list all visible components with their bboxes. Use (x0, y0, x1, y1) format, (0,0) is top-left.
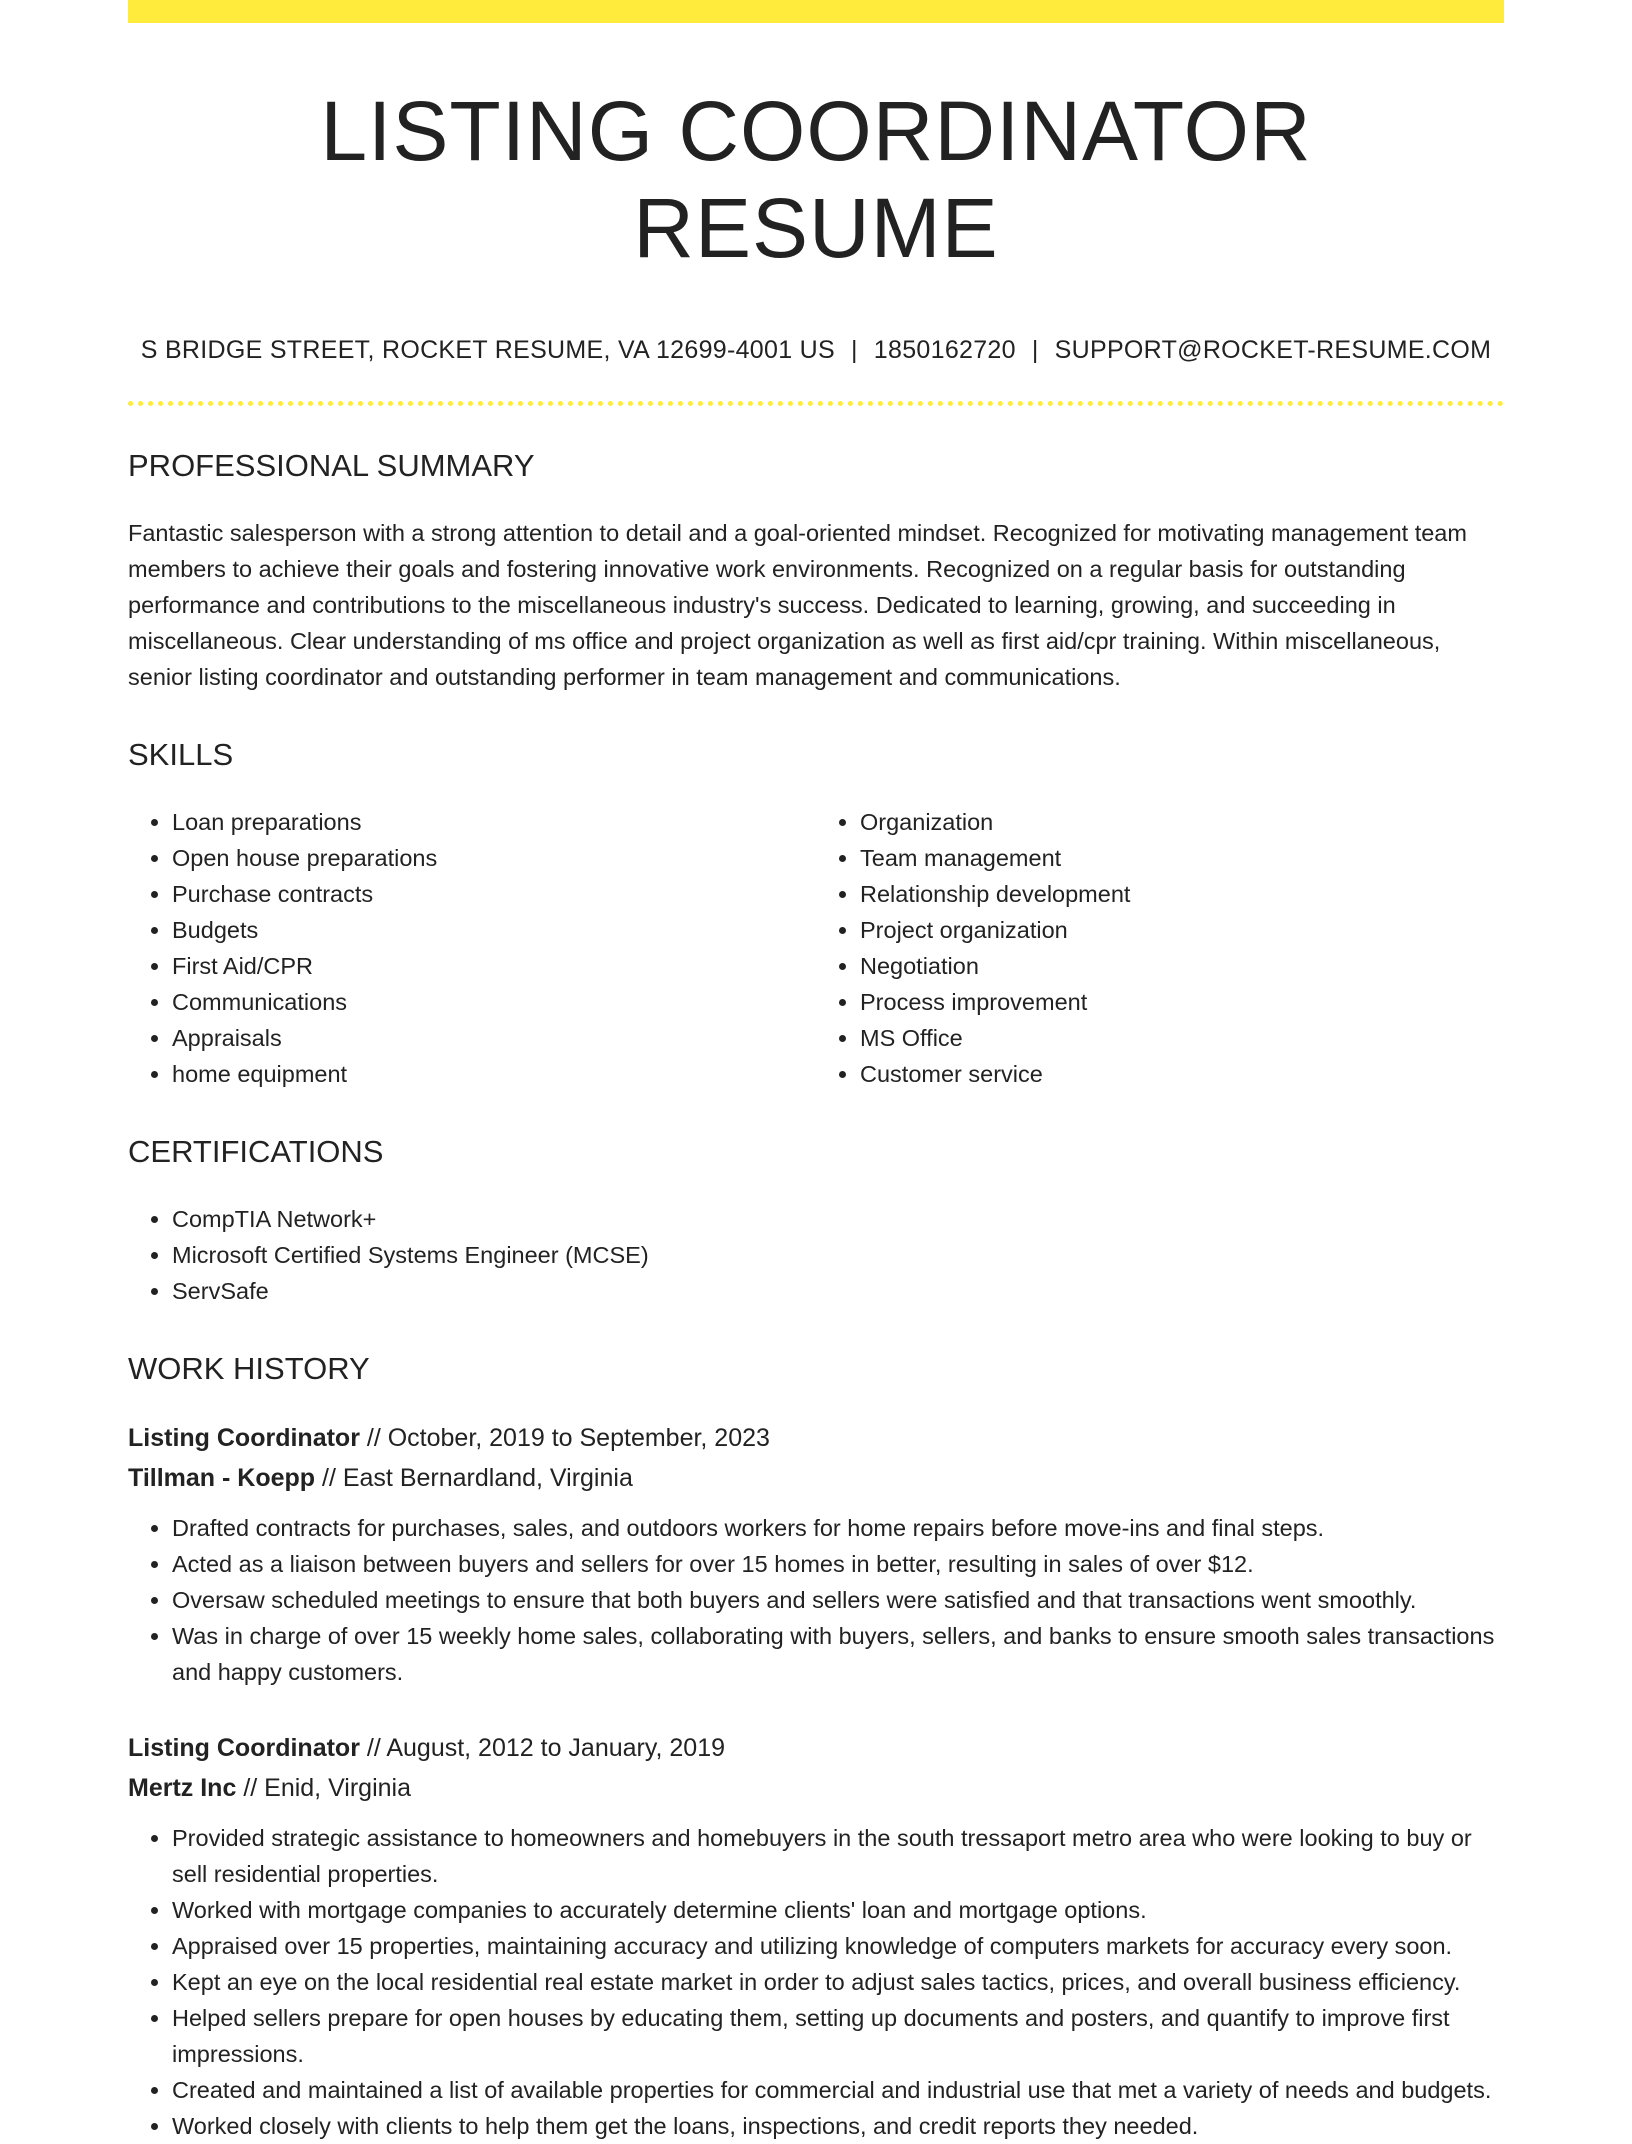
skill-item: • Organization (860, 804, 1504, 840)
job-entry (128, 1418, 1504, 1690)
skills-list-left (128, 804, 816, 1092)
job-title: Listing Coordinator (128, 1424, 360, 1453)
section-heading-work-history: WORK HISTORY (128, 1351, 370, 1387)
skill-item: • Appraisals (172, 1020, 816, 1056)
accent-top-bar (128, 0, 1504, 23)
job-bullet: • Created and maintained a list of available properties for commercial and industrial use that met a variety of needs and budgets. (172, 2072, 1504, 2108)
skill-item: • Open house preparations (172, 840, 816, 876)
certification-item: • ServSafe (172, 1273, 1504, 1309)
job-company: Tillman - Koepp (128, 1464, 316, 1493)
skill-item: • Customer service (860, 1056, 1504, 1092)
skills-list-right (816, 804, 1504, 1092)
job-bullet: • Was in charge of over 15 weekly home sales, collaborating with buyers, sellers, and banks to ensure smooth sales transactions and happy customers. (172, 1618, 1504, 1690)
skills-columns (128, 804, 1504, 1092)
skill-item: • Communications (172, 984, 816, 1020)
summary-text: Fantastic salesperson with a strong attention to detail and a goal-oriented mindset. Recognized for motivating management team members to achieve their goals and fostering innovative work environments. Recognized on a regular basis for outstanding performance and contributions to the miscellaneous industry's success. Dedicated to learning, growing, and succeeding in miscellaneous. Clear understanding of ms office and project organization as well as first aid/cpr training. Within miscellaneous, senior listing coordinator and outstanding performer in team management and communications. (128, 520, 1467, 691)
resume-page (128, 0, 1504, 2144)
dotted-divider (128, 401, 1504, 406)
job-company-line (128, 1768, 1504, 1808)
job-location: // Enid, Virginia (243, 1774, 412, 1803)
job-bullet: • Helped sellers prepare for open houses by educating them, setting up documents and posters, and quantify to improve first impressions. (172, 2000, 1504, 2072)
skill-item: • Purchase contracts (172, 876, 816, 912)
job-bullet: • Acted as a liaison between buyers and sellers for over 15 homes in better, resulting in sales of over $12. (172, 1546, 1504, 1582)
job-bullets (128, 1510, 1504, 1690)
contact-line (128, 336, 1504, 365)
job-title-line (128, 1728, 1504, 1768)
job-bullet: • Appraised over 15 properties, maintaining accuracy and utilizing knowledge of computers markets for accuracy every soon. (172, 1928, 1504, 1964)
skill-item: • home equipment (172, 1056, 816, 1092)
job-entry (128, 1728, 1504, 2144)
certifications-list (128, 1201, 1504, 1309)
job-bullet: • Provided strategic assistance to homeowners and homebuyers in the south tressaport metro area who were looking to buy or sell residential properties. (172, 1820, 1504, 1892)
skill-item: • Negotiation (860, 948, 1504, 984)
contact-email[interactable]: SUPPORT@ROCKET-RESUME.COM (1054, 336, 1492, 365)
certification-item: • CompTIA Network+ (172, 1201, 1504, 1237)
job-bullets (128, 1820, 1504, 2144)
skill-item: • Project organization (860, 912, 1504, 948)
skill-item: • Budgets (172, 912, 816, 948)
job-title-line (128, 1418, 1504, 1458)
contact-separator: | (851, 336, 858, 365)
job-dates: // October, 2019 to September, 2023 (366, 1424, 770, 1453)
skill-item: • Loan preparations (172, 804, 816, 840)
certification-item: • Microsoft Certified Systems Engineer (MCSE) (172, 1237, 1504, 1273)
skill-item: • MS Office (860, 1020, 1504, 1056)
job-location: // East Bernardland, Virginia (322, 1464, 633, 1493)
section-heading-summary: PROFESSIONAL SUMMARY (128, 448, 535, 484)
skill-item: • Team management (860, 840, 1504, 876)
job-company: Mertz Inc (128, 1774, 237, 1803)
contact-address: S BRIDGE STREET, ROCKET RESUME, VA 12699-4001 US (140, 336, 835, 365)
contact-separator: | (1031, 336, 1039, 365)
job-dates: // August, 2012 to January, 2019 (366, 1734, 726, 1763)
resume-title: LISTING COORDINATOR RESUME (320, 84, 1312, 275)
job-bullet: • Worked with mortgage companies to accurately determine clients' loan and mortgage options. (172, 1892, 1504, 1928)
skill-item: • Relationship development (860, 876, 1504, 912)
job-bullet: • Drafted contracts for purchases, sales, and outdoors workers for home repairs before move-ins and final steps. (172, 1510, 1504, 1546)
skill-item: • First Aid/CPR (172, 948, 816, 984)
section-heading-skills: SKILLS (128, 737, 234, 773)
job-title: Listing Coordinator (128, 1734, 360, 1763)
contact-phone[interactable]: 1850162720 (873, 336, 1016, 365)
section-heading-certifications: CERTIFICATIONS (128, 1134, 384, 1170)
job-bullet: • Kept an eye on the local residential real estate market in order to adjust sales tactics, prices, and overall business efficiency. (172, 1964, 1504, 2000)
job-bullet: • Worked closely with clients to help them get the loans, inspections, and credit reports they needed. (172, 2108, 1504, 2144)
job-company-line (128, 1458, 1504, 1498)
job-bullet: • Oversaw scheduled meetings to ensure that both buyers and sellers were satisfied and that transactions went smoothly. (172, 1582, 1504, 1618)
skill-item: • Process improvement (860, 984, 1504, 1020)
